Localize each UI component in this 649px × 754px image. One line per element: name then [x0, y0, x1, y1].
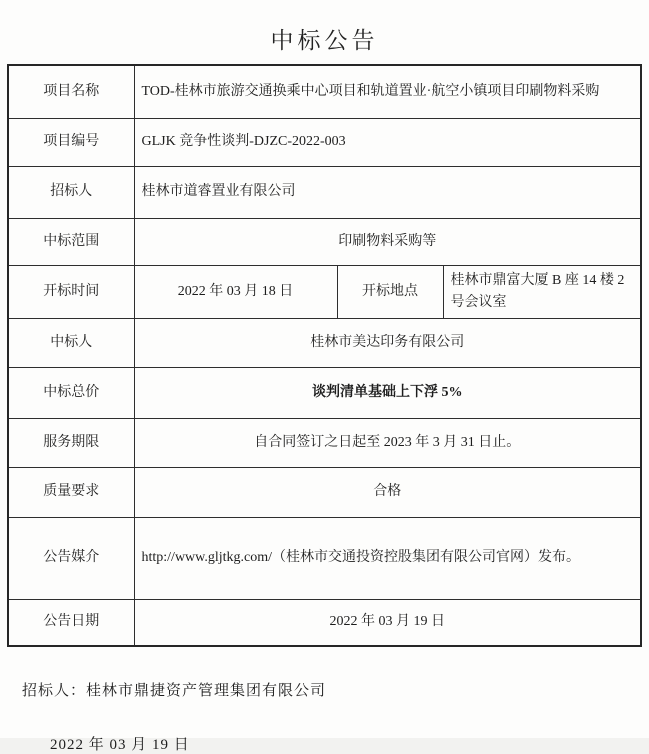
footer-date-line: 2022 年 03 月 19 日 [50, 737, 190, 753]
quality-requirement-label: 质量要求 [8, 467, 134, 517]
bid-opening-place-value: 桂林市鼎富大厦 B 座 14 楼 2 号会议室 [443, 265, 641, 318]
project-number-value: GLJK 竞争性谈判-DJZC-2022-003 [134, 118, 641, 166]
table-row-announcement-media [8, 517, 641, 599]
winner-value: 桂林市美达印务有限公司 [134, 318, 641, 367]
total-price-value: 谈判清单基础上下浮 5% [134, 367, 641, 418]
total-price-label: 中标总价 [8, 367, 134, 418]
service-period-label: 服务期限 [8, 418, 134, 467]
award-scope-label: 中标范围 [8, 218, 134, 265]
table-row-award-scope [8, 218, 641, 265]
project-number-label: 项目编号 [8, 118, 134, 166]
table-row-total-price [8, 367, 641, 418]
announcement-table [7, 64, 642, 647]
project-name-label: 项目名称 [8, 65, 134, 118]
award-scope-value: 印刷物料采购等 [134, 218, 641, 265]
table-row-service-period [8, 418, 641, 467]
table-row-tenderer [8, 166, 641, 218]
table-row-announcement-date [8, 599, 641, 646]
announcement-date-value: 2022 年 03 月 19 日 [134, 599, 641, 646]
table-row-bid-opening [8, 265, 641, 318]
table-row-project-number [8, 118, 641, 166]
announcement-date-label: 公告日期 [8, 599, 134, 646]
project-name-value: TOD-桂林市旅游交通换乘中心项目和轨道置业·航空小镇项目印刷物料采购 [134, 65, 641, 118]
tenderer-label: 招标人 [8, 166, 134, 218]
announcement-media-value: http://www.gljtkg.com/（桂林市交通投资控股集团有限公司官网）发布。 [134, 517, 641, 599]
bid-opening-time-value: 2022 年 03 月 18 日 [134, 265, 337, 318]
service-period-value: 自合同签订之日起至 2023 年 3 月 31 日止。 [134, 418, 641, 467]
quality-requirement-value: 合格 [134, 467, 641, 517]
table-row-winner [8, 318, 641, 367]
footer-tenderer-line: 招标人：桂林市鼎捷资产管理集团有限公司 [22, 683, 327, 699]
winner-label: 中标人 [8, 318, 134, 367]
bid-opening-time-label: 开标时间 [8, 265, 134, 318]
tenderer-value: 桂林市道睿置业有限公司 [134, 166, 641, 218]
bid-opening-place-label: 开标地点 [337, 265, 443, 318]
table-row-quality-requirement [8, 467, 641, 517]
table-row-project-name [8, 65, 641, 118]
page-title: 中标公告 [270, 28, 379, 53]
announcement-media-label: 公告媒介 [8, 517, 134, 599]
